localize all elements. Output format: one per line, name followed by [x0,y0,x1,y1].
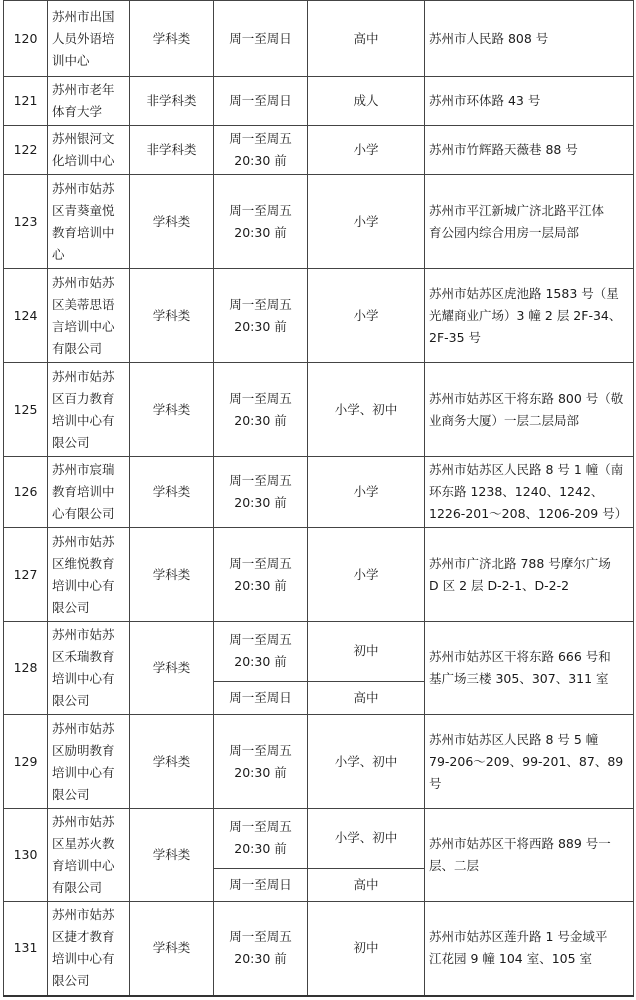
address [425,457,634,528]
category [130,1,214,77]
school-level [308,715,425,809]
address-text: 苏州市姑苏区莲升路 1 号金域平 江花园 9 幢 104 室、105 室 [429,929,608,967]
school-level [308,363,425,457]
table-row [4,622,634,682]
row-number [4,175,48,269]
institution-name-text: 苏州市老年 体育大学 [52,82,115,119]
category [130,715,214,809]
address-text: 苏州市姑苏区干将东路 800 号（敬 业商务大厦）一层二层局部 [429,390,624,428]
schedule-text: 周一至周日 [229,876,292,892]
address-text: 苏州市姑苏区虎池路 1583 号（星 光耀商业广场）3 幢 2 层 2F-34、 2F-35 号 [429,285,622,345]
table-row [4,902,634,996]
school-level [308,868,425,901]
school-level-text: 高中 [353,876,379,892]
schedule-text: 周一至周五 20:30 前 [229,929,292,967]
schedule-text: 周一至周五 20:30 前 [229,632,292,670]
table-row [4,528,634,622]
institution-name [48,77,130,126]
address [425,363,634,457]
institution-name [48,126,130,175]
institution-name [48,622,130,715]
school-level [308,175,425,269]
institution-name-text: 苏州市姑苏 区星苏火教 育培训中心 有限公司 [52,814,115,895]
schedule [214,868,308,901]
school-level-text: 小学 [353,142,379,157]
schedule [214,269,308,363]
schedule-text: 周一至周五 20:30 前 [229,296,292,334]
category-text: 学科类 [152,401,191,417]
school-level [308,622,425,682]
schedule [214,363,308,457]
row-number-text: 123 [13,213,38,229]
address [425,1,634,77]
category [130,457,214,528]
institution-name [48,175,130,269]
address [425,528,634,622]
address [425,175,634,269]
address-text: 苏州市广济北路 788 号摩尔广场 D 区 2 层 D-2-1、D-2-2 [429,555,611,593]
school-level [308,528,425,622]
schedule [214,809,308,869]
category [130,363,214,457]
institution-name-text: 苏州市姑苏 区捷才教育 培训中心有 限公司 [52,907,115,989]
institution-name [48,457,130,528]
school-level-text: 小学 [353,213,379,229]
school-level [308,457,425,528]
school-level-text: 小学 [353,566,379,582]
institution-name-text: 苏州市姑苏 区百力教育 培训中心有 限公司 [52,368,115,450]
schedule-text: 周一至周五 20:30 前 [229,202,292,240]
category-text: 学科类 [152,307,191,323]
address-text: 苏州市竹辉路天薇巷 88 号 [429,142,578,157]
category-text: 非学科类 [146,93,197,108]
address-text: 苏州市环体路 43 号 [429,93,541,108]
school-level-text: 小学、初中 [334,753,398,769]
institution-name [48,269,130,363]
row-number [4,77,48,126]
category-text: 学科类 [152,847,191,862]
table-row [4,126,634,175]
row-number [4,622,48,715]
row-number-text: 127 [13,566,38,582]
category-text: 学科类 [152,940,191,956]
institution-name [48,902,130,996]
table-row [4,715,634,809]
school-level-text: 小学 [353,307,379,323]
row-number [4,126,48,175]
row-number-text: 130 [13,847,38,862]
address-text: 苏州市姑苏区干将西路 889 号一 层、二层 [429,836,611,873]
school-level [308,902,425,996]
row-number-text: 131 [13,940,38,956]
address [425,622,634,715]
address-text: 苏州市姑苏区人民路 8 号 5 幢 79-206～209、99-201、87、89 号 [429,731,624,791]
address [425,809,634,902]
row-number-text: 125 [13,401,38,417]
row-number [4,269,48,363]
table-row [4,457,634,528]
row-number [4,715,48,809]
category [130,77,214,126]
row-number [4,1,48,77]
category [130,809,214,902]
row-number-text: 122 [13,142,38,157]
school-level-text: 高中 [353,30,379,46]
row-number-text: 121 [13,93,38,108]
schedule-text: 周一至周日 [229,689,292,705]
row-number [4,457,48,528]
school-level [308,681,425,714]
institution-name-text: 苏州市宸瑞 教育培训中 心有限公司 [52,462,115,521]
category-text: 学科类 [152,753,191,769]
row-number-text: 124 [13,307,38,323]
table-row [4,1,634,77]
row-number [4,363,48,457]
schedule [214,528,308,622]
school-level [308,1,425,77]
schedule [214,457,308,528]
table-row [4,809,634,869]
school-level [308,126,425,175]
schedule-text: 周一至周日 [229,93,292,108]
category-text: 学科类 [152,213,191,229]
category-text: 学科类 [152,30,191,46]
schedule [214,175,308,269]
address [425,126,634,175]
address [425,77,634,126]
table-row [4,363,634,457]
school-level-text: 高中 [353,689,379,705]
institution-name-text: 苏州市出国 人员外语培 训中心 [52,8,115,68]
category [130,528,214,622]
row-number-text: 128 [13,660,38,675]
schedule [214,715,308,809]
category [130,126,214,175]
row-number-text: 129 [13,753,38,769]
category-text: 非学科类 [146,142,197,157]
address [425,902,634,996]
institution-name [48,528,130,622]
school-level [308,809,425,869]
category [130,175,214,269]
institution-name [48,715,130,809]
school-level [308,77,425,126]
institution-table [3,0,634,997]
row-number-text: 120 [13,30,38,46]
table-row [4,269,634,363]
institution-name [48,809,130,902]
address [425,715,634,809]
schedule-text: 周一至周日 [229,30,292,46]
category-text: 学科类 [152,484,191,499]
category [130,902,214,996]
school-level-text: 初中 [353,940,379,956]
table-row [4,77,634,126]
row-number [4,809,48,902]
row-number-text: 126 [13,484,38,499]
institution-name [48,363,130,457]
schedule [214,622,308,682]
school-level-text: 小学、初中 [334,830,398,846]
schedule-text: 周一至周五 20:30 前 [229,819,292,857]
institution-name-text: 苏州银河文 化培训中心 [52,131,115,168]
table-row [4,175,634,269]
institution-name-text: 苏州市姑苏 区励明教育 培训中心有 限公司 [52,720,115,802]
address-text: 苏州市人民路 808 号 [429,30,549,46]
institution-name-text: 苏州市姑苏 区青葵童悦 教育培训中 心 [52,180,115,262]
row-number [4,528,48,622]
schedule [214,77,308,126]
institution-name-text: 苏州市姑苏 区禾瑞教育 培训中心有 限公司 [52,627,115,708]
address-text: 苏州市姑苏区干将东路 666 号和 基广场三楼 305、307、311 室 [429,649,611,686]
school-level-text: 成人 [353,93,379,108]
schedule [214,126,308,175]
schedule [214,902,308,996]
schedule-text: 周一至周五 20:30 前 [229,131,292,168]
row-number [4,902,48,996]
institution-name-text: 苏州市姑苏 区美蒂思语 言培训中心 有限公司 [52,274,115,356]
school-level-text: 小学 [353,484,379,499]
institution-name [48,1,130,77]
schedule [214,1,308,77]
schedule-text: 周一至周五 20:30 前 [229,555,292,593]
category [130,269,214,363]
school-level [308,269,425,363]
institution-name-text: 苏州市姑苏 区维悦教育 培训中心有 限公司 [52,533,115,615]
address-text: 苏州市姑苏区人民路 8 号 1 幢（南 环东路 1238、1240、1242、 1226-201～208、1206-209 号） [429,462,628,521]
category-text: 学科类 [152,566,191,582]
schedule-text: 周一至周五 20:30 前 [229,742,292,780]
category-text: 学科类 [152,660,191,675]
address-text: 苏州市平江新城广济北路平江体 育公园内综合用房一层局部 [429,202,605,240]
category [130,622,214,715]
table-body [4,1,634,996]
address [425,269,634,363]
school-level-text: 初中 [353,643,379,659]
schedule-text: 周一至周五 20:30 前 [229,473,292,510]
schedule [214,681,308,714]
school-level-text: 小学、初中 [334,401,398,417]
schedule-text: 周一至周五 20:30 前 [229,390,292,428]
